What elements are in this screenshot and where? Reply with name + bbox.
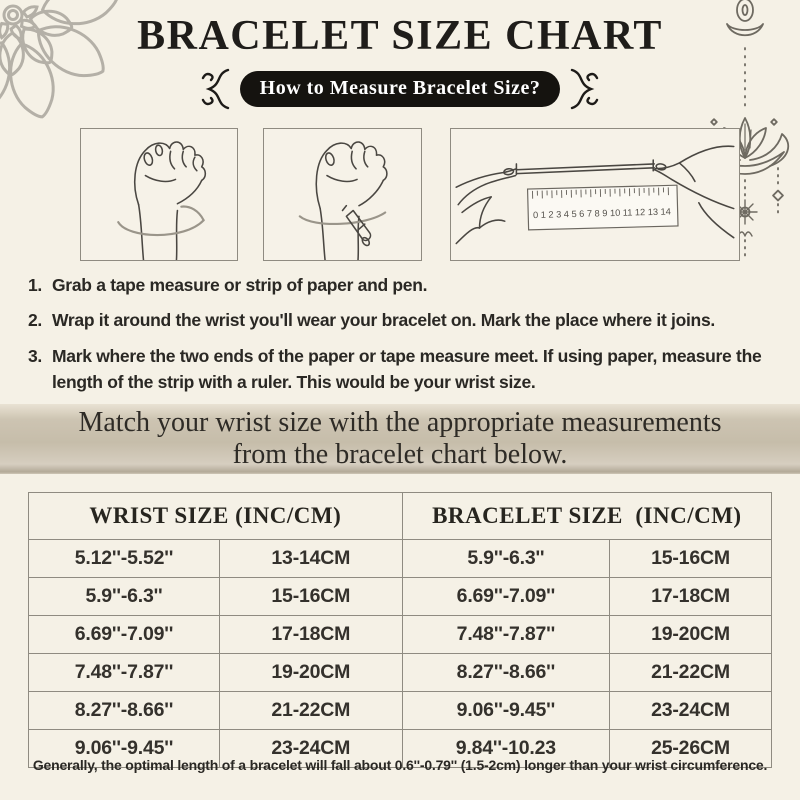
table-cell: 6.69''-7.09'' [402, 578, 609, 616]
table-cell: 6.69''-7.09'' [29, 616, 220, 654]
wrist-size-header: WRIST SIZE (INC/CM) [29, 493, 403, 540]
table-row [29, 654, 772, 692]
table-row [29, 540, 772, 578]
table-cell: 7.48''-7.87'' [29, 654, 220, 692]
step-number: 3. [28, 345, 42, 366]
table-row [29, 578, 772, 616]
table-cell: 21-22CM [610, 654, 772, 692]
table-cell: 9.06''-9.45'' [29, 730, 220, 768]
table-cell: 15-16CM [610, 540, 772, 578]
ruler-numbers: 0 1 2 3 4 5 6 7 8 9 10 11 12 13 14 [532, 206, 671, 221]
footer-note: Generally, the optimal length of a bracelet will fall about 0.6''-0.79'' (1.5-2cm) longer than your wrist circumference. [32, 757, 768, 773]
table-cell: 8.27''-8.66'' [402, 654, 609, 692]
table-cell: 23-24CM [610, 692, 772, 730]
hand-with-tape-illustration [81, 129, 237, 260]
how-to-pill: How to Measure Bracelet Size? [240, 71, 561, 107]
illustration-wrap-tape [80, 128, 238, 261]
table-cell: 25-26CM [610, 730, 772, 768]
curly-flourish-right-icon [569, 66, 599, 112]
step-item-2 [28, 307, 776, 333]
step-text: Mark where the two ends of the paper or tape measure meet. If using paper, measure the length of the strip with a ruler. This would be your wrist size. [52, 345, 762, 392]
match-size-banner [0, 404, 800, 474]
table-cell: 8.27''-8.66'' [29, 692, 220, 730]
table-cell: 5.9''-6.3'' [402, 540, 609, 578]
table-cell: 19-20CM [610, 616, 772, 654]
table-cell: 9.06''-9.45'' [402, 692, 609, 730]
table-cell: 17-18CM [219, 616, 402, 654]
table-row [29, 692, 772, 730]
step-number: 2. [28, 310, 42, 331]
table-cell: 23-24CM [219, 730, 402, 768]
table-cell: 5.12''-5.52'' [29, 540, 220, 578]
table-cell: 21-22CM [219, 692, 402, 730]
table-cell: 5.9''-6.3'' [29, 578, 220, 616]
step-number: 1. [28, 275, 42, 295]
bracelet-size-header: BRACELET SIZE (INC/CM) [402, 493, 771, 540]
table-cell: 19-20CM [219, 654, 402, 692]
table-cell: 13-14CM [219, 540, 402, 578]
table-row [29, 616, 772, 654]
step-item-3 [28, 343, 776, 396]
banner-line-2: from the bracelet chart below. [232, 439, 568, 470]
how-to-pill-row [0, 66, 800, 112]
step-text: Wrap it around the wrist you'll wear your bracelet on. Mark the place where it joins. [52, 310, 715, 331]
instructions-list [28, 272, 776, 404]
ruler-measurement-illustration [451, 129, 739, 260]
step-text: Grab a tape measure or strip of paper and pen. [52, 275, 428, 295]
banner-line-1: Match your wrist size with the appropriate measurements [78, 406, 722, 438]
size-chart-table [28, 492, 772, 768]
illustration-mark-with-pen [263, 128, 422, 261]
hand-with-pen-illustration [264, 129, 421, 260]
curly-flourish-left-icon [201, 66, 231, 112]
table-cell: 15-16CM [219, 578, 402, 616]
illustration-measure-with-ruler [450, 128, 740, 261]
table-cell: 9.84''-10.23 [402, 730, 609, 768]
page-title: BRACELET SIZE CHART [137, 13, 663, 59]
table-cell: 7.48''-7.87'' [402, 616, 609, 654]
table-cell: 17-18CM [610, 578, 772, 616]
table-header-row [29, 493, 772, 540]
step-item-1 [28, 272, 776, 298]
